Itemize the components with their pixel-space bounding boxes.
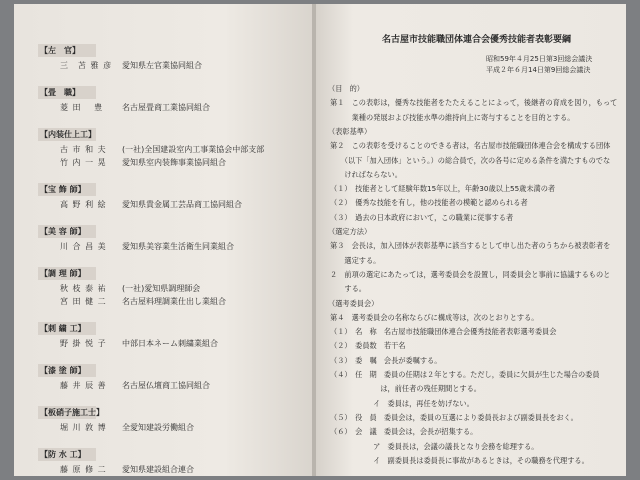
document-title: 名古屋市技能職団体連合会優秀技能者表彰要綱: [382, 35, 572, 45]
category-label: 【美 容 師】: [38, 225, 96, 238]
right-page: [316, 4, 626, 476]
article-line: イ 委員は，再任を妨げない。: [330, 398, 474, 408]
category-label: 【宝 飾 師】: [38, 183, 96, 196]
article-line: （１） 名 称 名古屋市技能職団体連合会優秀技能者表彰選考委員会: [330, 327, 557, 337]
article-line: イ 副委員長は委員長に事故があるときは，その職務を代理する。: [330, 455, 589, 465]
section-heading: （目 的）: [328, 84, 364, 93]
article-line: 第２ この表彰を受けることのできる者は，名古屋市技能職団体連合会を構成する団体: [330, 141, 611, 151]
member-organization: (一社)全国建設室内工事業協会中部支部: [122, 145, 265, 154]
award-category: [38, 406, 194, 432]
article-line: 第４ 選考委員会の名称ならびに構成等は，次のとおりとする。: [330, 312, 539, 322]
member-organization: 愛知県貴金属工芸品商工協同組合: [122, 200, 242, 209]
category-label: 【調 理 師】: [38, 267, 96, 280]
member-organization: (一社)愛知県調理師会: [122, 284, 201, 293]
member-organization: 全愛知建設労働組合: [122, 423, 194, 432]
article-line: （２） 委員数 若干名: [330, 341, 406, 351]
member-organization: 愛知県室内装飾事業協同組合: [122, 158, 226, 167]
member-name: 藤 井 辰 善: [60, 381, 107, 390]
member-organization: 愛知県左官業協同組合: [122, 61, 202, 70]
award-category: [38, 267, 226, 306]
article-line: 第１ この表彰は，優秀な技能者をたたえることによって，後継者の育成を図り，もって: [330, 98, 618, 108]
member-name: 藤 原 修 二: [60, 465, 107, 474]
member-name: 菱 田 豊: [60, 103, 104, 112]
award-category: [38, 225, 234, 251]
section-heading: （選考委員会）: [328, 298, 379, 308]
member-name: 宮 田 健 二: [60, 297, 107, 306]
award-category: [38, 448, 194, 474]
category-label: 【畳 職】: [38, 86, 96, 99]
article-line: （３） 委 嘱 会長が委嘱する。: [330, 355, 442, 365]
article-line: は，前任者の残任期間とする。: [330, 384, 481, 394]
category-label: 【漆 塗 師】: [38, 364, 96, 377]
article-line: （６） 会 議 委員会は，会長が招集する。: [330, 427, 478, 437]
article-line: する。: [330, 284, 366, 294]
member-name: 古 市 和 夫: [60, 145, 107, 154]
open-booklet: [14, 4, 626, 476]
section-heading: （表彰基準）: [328, 126, 372, 136]
article-line: ２ 前項の選定にあたっては，選考委員会を設置し，同委員会と事前に協議するものと: [330, 269, 611, 279]
member-name: 野 掛 悦 子: [60, 339, 107, 348]
section-heading: （選定方法）: [328, 227, 372, 236]
article-line: 業種の発展および技能水準の維持向上に寄与することを目的とする。: [330, 112, 575, 122]
member-name: 竹 内 一 晃: [60, 158, 107, 167]
resolution-date: 平成２年６月14日第9回総会議決: [486, 66, 591, 74]
category-label: 【刺 繍 工】: [38, 322, 96, 335]
member-organization: 中部日本ネーム刺繍業組合: [122, 339, 218, 348]
left-page: [14, 4, 314, 476]
member-name: 秋 枝 泰 祐: [60, 284, 107, 293]
category-label: 【防 水 工】: [38, 448, 96, 461]
article-line: （５） 役 員 委員会は，委員の互選により委員長および副委員長をおく。: [330, 412, 578, 422]
resolution-date: 昭和59年４月25日第3回総会議決: [486, 55, 593, 63]
member-organization: 名古屋畳商工業協同組合: [122, 103, 210, 112]
article-line: ア 委員長は，会議の議長となり会務を総理する。: [330, 441, 539, 451]
award-category: [38, 322, 218, 348]
article-line: 第３ 会長は，加入団体が表彰基準に該当するとして申し出た者のうちから被表彰者を: [330, 241, 611, 251]
article-line: ければならない。: [330, 169, 402, 179]
member-name: 川 合 昌 美: [60, 242, 107, 251]
article-line: （３） 過去の日本政府において，この職業に従事する者: [330, 212, 514, 222]
member-organization: 愛知県建設組合連合: [122, 465, 194, 474]
category-label: 【内装仕上工】: [40, 130, 96, 139]
article-line: （４） 任 期 委員の任期は２年とする。ただし，委員に欠員が生じた場合の委員: [330, 370, 600, 379]
article-line: （２） 優秀な技能を有し，他の技能者の模範と認められる者: [330, 198, 528, 208]
article-line: 選定する。: [330, 255, 381, 265]
award-category: [38, 86, 210, 112]
member-organization: 愛知県美容業生活衛生同業組合: [122, 242, 234, 251]
member-organization: 名古屋仏壇商工協同組合: [122, 381, 210, 390]
award-category: [38, 183, 242, 209]
member-name: 高 野 利 絵: [60, 200, 107, 209]
award-category: [38, 364, 210, 390]
award-category: [38, 44, 202, 70]
article-line: （以下「加入団体」という。）の総合員で，次の各号に定める条件を満たすものでな: [330, 155, 611, 165]
member-organization: 名古屋料理調業仕出し業組合: [122, 297, 226, 306]
member-name: 三 苫 雅 彦: [60, 61, 113, 70]
category-label: 【板硝子施工士】: [40, 408, 104, 417]
member-name: 堀 川 敦 博: [60, 423, 107, 432]
article-line: （１） 技能者として経験年数15年以上，年齢30歳以上55歳未満の者: [330, 184, 556, 194]
category-label: 【左 官】: [38, 44, 96, 57]
award-category: [38, 128, 265, 167]
